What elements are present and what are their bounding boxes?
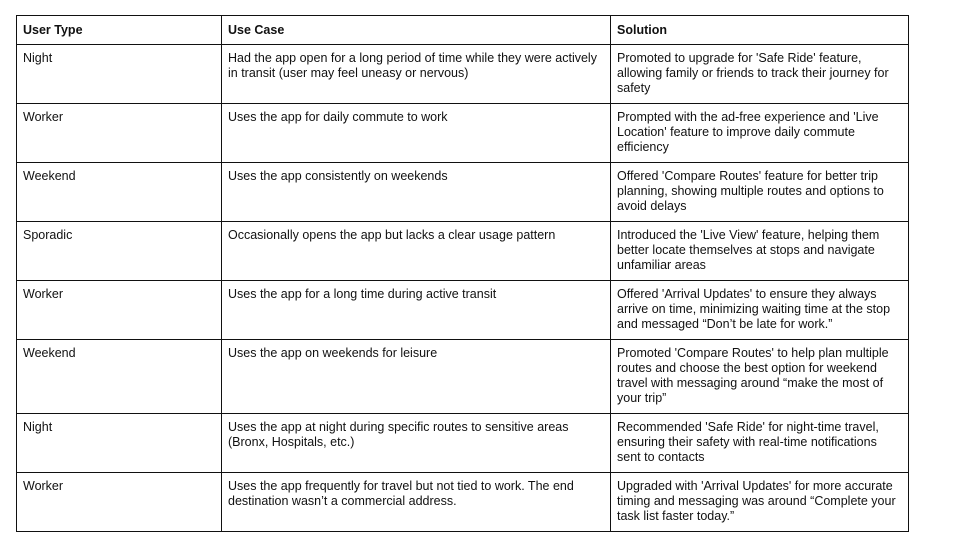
cell-solution: Prompted with the ad-free experience and 'Live Location' feature to improve daily commute efficiency — [611, 104, 909, 163]
user-segments-table-container — [16, 15, 909, 532]
table-row — [17, 281, 909, 340]
cell-user-type: Sporadic — [17, 222, 222, 281]
table-row — [17, 414, 909, 473]
table-row — [17, 473, 909, 532]
cell-solution: Offered 'Compare Routes' feature for better trip planning, showing multiple routes and options to avoid delays — [611, 163, 909, 222]
cell-solution: Recommended 'Safe Ride' for night-time travel, ensuring their safety with real-time notifications sent to contacts — [611, 414, 909, 473]
cell-use-case: Uses the app for a long time during active transit — [222, 281, 611, 340]
header-row — [17, 16, 909, 45]
cell-use-case: Uses the app for daily commute to work — [222, 104, 611, 163]
table-row — [17, 45, 909, 104]
cell-use-case: Uses the app consistently on weekends — [222, 163, 611, 222]
table-body — [17, 45, 909, 532]
table-header — [17, 16, 909, 45]
cell-user-type: Worker — [17, 104, 222, 163]
cell-solution: Promoted to upgrade for 'Safe Ride' feature, allowing family or friends to track their journey for safety — [611, 45, 909, 104]
cell-solution: Introduced the 'Live View' feature, helping them better locate themselves at stops and navigate unfamiliar areas — [611, 222, 909, 281]
cell-solution: Promoted 'Compare Routes' to help plan multiple routes and choose the best option for weekend travel with messaging around “make the most of your trip” — [611, 340, 909, 414]
cell-solution: Upgraded with 'Arrival Updates' for more accurate timing and messaging was around “Complete your task list faster today.” — [611, 473, 909, 532]
table-row — [17, 340, 909, 414]
cell-use-case: Uses the app frequently for travel but not tied to work. The end destination wasn’t a commercial address. — [222, 473, 611, 532]
table-row — [17, 104, 909, 163]
cell-user-type: Night — [17, 45, 222, 104]
cell-use-case: Uses the app at night during specific routes to sensitive areas (Bronx, Hospitals, etc.) — [222, 414, 611, 473]
cell-use-case: Had the app open for a long period of time while they were actively in transit (user may feel uneasy or nervous) — [222, 45, 611, 104]
cell-user-type: Weekend — [17, 163, 222, 222]
header-user-type: User Type — [17, 16, 222, 45]
cell-use-case: Occasionally opens the app but lacks a clear usage pattern — [222, 222, 611, 281]
cell-user-type: Weekend — [17, 340, 222, 414]
cell-solution: Offered 'Arrival Updates' to ensure they always arrive on time, minimizing waiting time at the stop and messaged “Don’t be late for work.” — [611, 281, 909, 340]
header-use-case: Use Case — [222, 16, 611, 45]
cell-user-type: Night — [17, 414, 222, 473]
cell-user-type: Worker — [17, 281, 222, 340]
table-row — [17, 163, 909, 222]
user-segments-table — [16, 15, 909, 532]
header-solution: Solution — [611, 16, 909, 45]
table-row — [17, 222, 909, 281]
cell-user-type: Worker — [17, 473, 222, 532]
cell-use-case: Uses the app on weekends for leisure — [222, 340, 611, 414]
